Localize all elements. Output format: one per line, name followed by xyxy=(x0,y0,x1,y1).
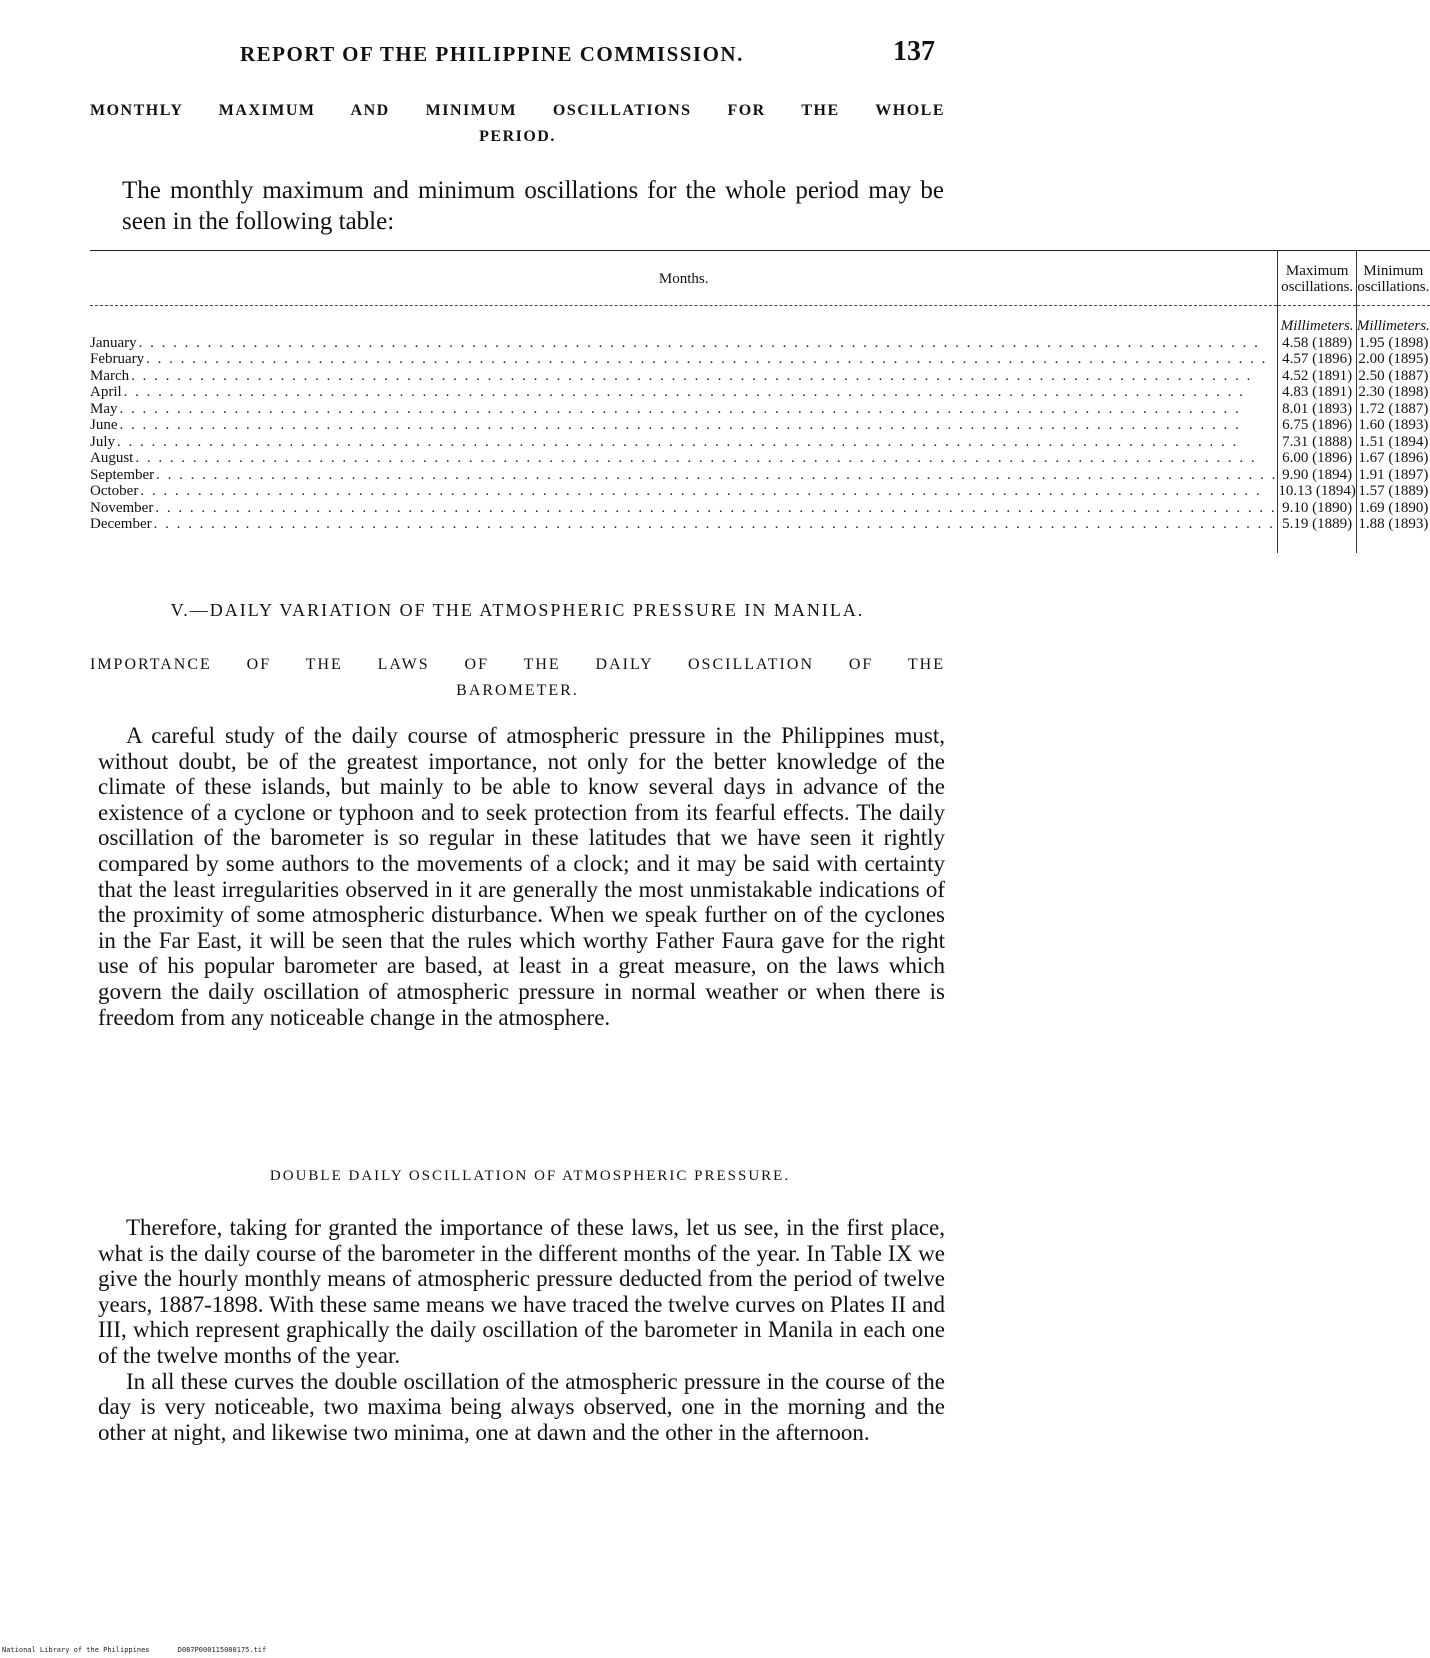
month-name: October xyxy=(90,483,139,499)
header-maximum: Maximum oscillations. xyxy=(1278,251,1357,306)
month-name: January xyxy=(90,334,137,351)
minimum-value: 1.72 (1887) xyxy=(1358,400,1429,417)
table-row xyxy=(90,500,1430,517)
header-minimum: Minimum oscillations. xyxy=(1356,251,1429,306)
running-title: REPORT OF THE PHILIPPINE COMMISSION. xyxy=(240,42,744,66)
month-name: May xyxy=(90,400,118,417)
units-maximum: Millimeters. xyxy=(1278,306,1357,335)
units-minimum: Millimeters. xyxy=(1356,306,1429,335)
table-row xyxy=(90,450,1430,467)
dot-leader xyxy=(140,483,1277,500)
minimum-value: 1.91 (1897) xyxy=(1358,466,1429,483)
month-cell xyxy=(90,467,1278,484)
maximum-value: 10.13 (1894) xyxy=(1278,483,1356,499)
dot-leader xyxy=(139,335,1278,352)
month-cell xyxy=(90,417,1278,434)
minimum-value: 2.30 (1898) xyxy=(1358,384,1429,400)
dot-leader xyxy=(131,368,1277,385)
minimum-value: 1.57 (1889) xyxy=(1358,483,1429,499)
month-name: December xyxy=(90,516,152,532)
scan-footer xyxy=(2,1646,266,1654)
importance-paragraph-text: A careful study of the daily course of atmospheric pressure in the Philippines must, without doubt, be of the greatest importance, not only for the better knowledge of the climate of these islands, but mainly to be able to know several days in advance of the existence of a cyclone or typhoon and to seek protection from its fearful effects. The daily oscillation of the barometer is so regular in these latitudes that we have seen it rightly compared by some authors to the movements of a clock; and it may be said with certainty that the least irregularities observed in it are generally the most unmistakable indications of the proximity of some atmospheric disturbance. When we speak further on of the cyclones in the Far East, it will be seen that the rules which worthy Father Faura gave for the right use of his popular barometer are based, at least in a great measure, on the laws which govern the daily oscillation of atmospheric pressure in normal weather or when there is freedom from any noticeable change in the atmosphere. xyxy=(98,723,945,1030)
maximum-value: 9.10 (1890) xyxy=(1278,500,1357,517)
maximum-value: 9.90 (1894) xyxy=(1278,467,1357,484)
table-row xyxy=(90,483,1430,500)
month-cell xyxy=(90,351,1278,368)
month-cell xyxy=(90,516,1278,533)
oscillations-heading-line1: MONTHLY MAXIMUM AND MINIMUM OSCILLATIONS FOR THE WHOLE xyxy=(90,102,945,119)
maximum-value: 7.31 (1888) xyxy=(1278,434,1357,451)
minimum-value: 1.51 (1894) xyxy=(1358,433,1429,450)
maximum-value: 4.83 (1891) xyxy=(1278,384,1357,401)
minimum-value: 2.50 (1887) xyxy=(1358,367,1429,384)
maximum-value: 4.58 (1889) xyxy=(1278,335,1357,352)
table-row xyxy=(90,368,1430,385)
month-name: November xyxy=(90,499,154,516)
month-cell xyxy=(90,434,1278,451)
month-name: March xyxy=(90,367,130,384)
importance-heading-line2: BAROMETER. xyxy=(456,682,579,699)
minimum-value: 1.88 (1893) xyxy=(1358,516,1429,532)
importance-paragraph xyxy=(98,723,945,1030)
oscillations-heading xyxy=(90,98,945,150)
dot-leader xyxy=(120,401,1278,418)
month-name: February xyxy=(90,351,145,367)
units-spacer xyxy=(90,306,1278,335)
importance-heading xyxy=(90,652,945,704)
dot-leader xyxy=(146,351,1277,368)
section-v-title: V.—DAILY VARIATION OF THE ATMOSPHERIC PRESSURE IN MANILA. xyxy=(170,600,865,620)
month-name: August xyxy=(90,450,134,466)
footer-file: D087P000115080175.tif xyxy=(177,1646,267,1654)
table-row xyxy=(90,516,1430,533)
double-oscillation-body xyxy=(98,1215,945,1445)
header-months: Months. xyxy=(90,251,1278,306)
tail-maximum xyxy=(1278,533,1357,553)
month-cell xyxy=(90,401,1278,418)
month-name: June xyxy=(90,417,118,433)
month-name: September xyxy=(90,466,155,483)
maximum-value: 4.57 (1896) xyxy=(1278,351,1357,368)
dot-leader xyxy=(154,516,1278,533)
oscillations-intro: The monthly maximum and minimum oscillations for the whole period may be seen in the following table: xyxy=(122,177,944,235)
minimum-value: 1.69 (1890) xyxy=(1358,499,1429,516)
month-name: July xyxy=(90,433,116,450)
month-cell xyxy=(90,335,1278,352)
dot-leader xyxy=(156,467,1277,484)
oscillations-table xyxy=(90,250,1430,553)
minimum-value: 1.95 (1898) xyxy=(1358,334,1429,351)
month-name: April xyxy=(90,384,122,400)
maximum-value: 6.00 (1896) xyxy=(1278,450,1357,467)
dot-leader xyxy=(117,434,1277,451)
table-row xyxy=(90,335,1430,352)
table-tail-row xyxy=(90,533,1430,553)
dot-leader xyxy=(120,417,1278,434)
table-row xyxy=(90,434,1430,451)
month-cell xyxy=(90,450,1278,467)
double-oscillation-heading: DOUBLE DAILY OSCILLATION OF ATMOSPHERIC PRESSURE. xyxy=(269,1168,791,1184)
minimum-value: 1.60 (1893) xyxy=(1358,417,1429,433)
table-row xyxy=(90,467,1430,484)
table-row xyxy=(90,351,1430,368)
maximum-value: 4.52 (1891) xyxy=(1278,368,1357,385)
units-row xyxy=(90,306,1430,335)
month-cell xyxy=(90,500,1278,517)
month-cell xyxy=(90,368,1278,385)
dot-leader xyxy=(124,384,1278,401)
table-row xyxy=(90,417,1430,434)
month-cell xyxy=(90,384,1278,401)
table-row xyxy=(90,401,1430,418)
maximum-value: 8.01 (1893) xyxy=(1278,401,1357,418)
tail-minimum xyxy=(1356,533,1429,553)
table-row xyxy=(90,384,1430,401)
double-oscillation-paragraph-2: In all these curves the double oscillation of the atmospheric pressure in the course of the day is very noticeable, two maxima being always observed, one in the morning and the other at night, and likewise two minima, one at dawn and the other in the afternoon. xyxy=(98,1368,945,1445)
minimum-value: 2.00 (1895) xyxy=(1358,351,1429,367)
dot-leader xyxy=(155,500,1277,517)
table-header xyxy=(90,251,1430,306)
importance-heading-line1: IMPORTANCE OF THE LAWS OF THE DAILY OSCILLATION OF THE xyxy=(90,656,945,673)
table-body xyxy=(90,306,1430,553)
footer-library: National Library of the Philippines xyxy=(2,1646,150,1654)
month-cell xyxy=(90,483,1278,500)
double-oscillation-paragraph-1: Therefore, taking for granted the importance of these laws, let us see, in the first place, what is the daily course of the barometer in the different months of the year. In Table IX we give the hourly monthly means of atmospheric pressure deducted from the period of twelve years, 1887-1898. With these same means we have traced the twelve curves on Plates II and III, which represent graphically the daily oscillation of the barometer in Manila in each one of the twelve months of the year. xyxy=(98,1215,945,1368)
oscillations-heading-line2: PERIOD. xyxy=(479,128,556,145)
dot-leader xyxy=(135,450,1277,467)
tail-month xyxy=(90,533,1278,553)
maximum-value: 6.75 (1896) xyxy=(1278,417,1357,434)
maximum-value: 5.19 (1889) xyxy=(1278,516,1357,533)
page-number: 137 xyxy=(893,36,935,67)
minimum-value: 1.67 (1896) xyxy=(1358,450,1429,466)
